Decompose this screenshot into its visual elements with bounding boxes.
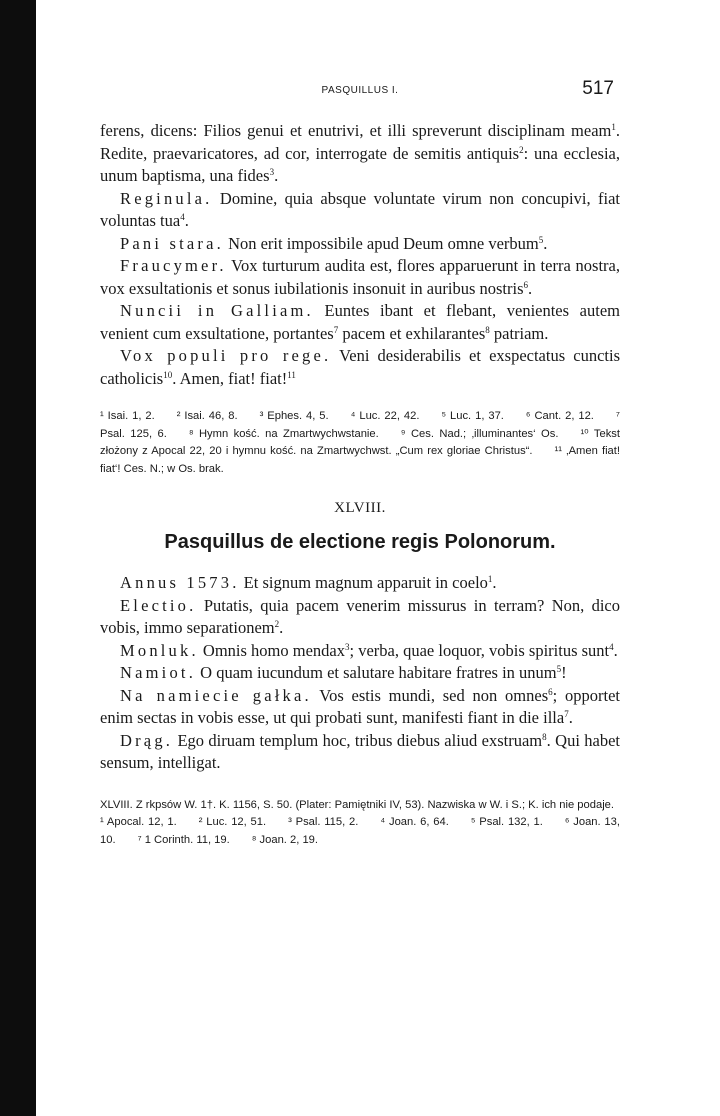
footnote-ref: 1 <box>487 574 493 584</box>
footnote-ref: 8 <box>485 324 490 335</box>
text-span: ferens, dicens: Filios genui et enutrivi, et illi spreverunt disciplinam meam <box>100 121 612 140</box>
footnote: ⁷ 1 Corinth. 11, 19. <box>137 833 230 846</box>
verse-fraucymer <box>100 255 620 300</box>
verse-monluk <box>100 640 620 663</box>
footnote: ⁵ Psal. 132, 1. <box>470 816 543 828</box>
footnote-ref: 10 <box>163 369 173 380</box>
text-span: Vox turturum audita est, flores apparuerunt in terra nostra, vox exsultationis et sonus iubilationis insonuit in auribus nostris <box>100 256 620 298</box>
footnote: ² Isai. 46, 8. <box>176 410 238 422</box>
text-span: . <box>279 618 284 637</box>
speaker-name: Drąg. <box>120 730 174 750</box>
text-span: . Qui habet sensum, intelligat. <box>100 730 621 772</box>
verse-reginula <box>100 188 620 233</box>
footnote-ref: 6 <box>548 686 553 697</box>
speaker-name: Fraucymer. <box>120 256 227 275</box>
text-span: Et signum magnum apparuit in coelo <box>239 573 488 592</box>
text-span: . <box>184 211 189 230</box>
verse-pani-stara <box>100 233 620 256</box>
footnote: ³ Ephes. 4, 5. <box>259 410 329 422</box>
footnote-ref: 4 <box>180 212 185 222</box>
source-note: XLVIII. Z rkpsów W. 1†. K. 1156, S. 50. (Plater: Pamiętniki IV, 53). Nazwiska w W. i S.; K. ich nie podaje. <box>100 798 615 811</box>
verse-annus <box>100 572 620 595</box>
speaker-name: Annus 1573. <box>120 573 240 592</box>
footnote: ⁸ Joan. 2, 19. <box>251 833 319 846</box>
footnote-ref: 4 <box>609 641 614 652</box>
speaker-name: Na namiecie gałka. <box>120 685 312 705</box>
footnote-ref: 5 <box>538 234 544 245</box>
footnote-ref: 2 <box>519 144 524 155</box>
footnote: ⁷ Psal. 125, 6. <box>100 410 620 440</box>
main-text <box>100 120 620 849</box>
text-span: ; verba, quae loquor, vobis spiritus sunt <box>349 640 610 660</box>
footnote: ² Luc. 12, 51. <box>198 816 267 828</box>
footnote: ⁹ Ces. Nad.; ‚illuminantes‘ Os. <box>400 427 559 440</box>
text-span: Putatis, quia pacem venerim missurus in terram? Non, dico vobis, immo separationem <box>100 595 620 637</box>
speaker-name: Pani stara. <box>120 233 224 253</box>
footnote-ref: 11 <box>287 369 296 380</box>
section-number: XLVIII. <box>334 500 386 516</box>
verse-namiot <box>100 662 620 685</box>
footnote-ref: 6 <box>523 279 528 290</box>
running-head: PASQUILLUS I. <box>321 85 399 96</box>
binding-edge <box>0 0 36 1116</box>
verse-electio <box>100 595 620 640</box>
footnote-paragraph <box>100 408 620 478</box>
text-span: Ego diruam templum hoc, tribus diebus aliud exstruam <box>173 730 543 750</box>
text-span: Vos estis mundi, sed non omnes <box>311 685 549 705</box>
text-span: . <box>492 573 497 592</box>
speaker-name: Monluk. <box>120 640 199 660</box>
text-span: pacem et exhilarantes <box>338 323 486 343</box>
text-span: Non erit impossibile apud Deum omne verbum <box>223 233 539 253</box>
text-span: ! <box>561 663 567 682</box>
footnote-paragraph <box>100 814 620 849</box>
footnote: ¹⁰ Tekst złożony z Apocal 22, 20 i hymnu kość. na Zmartwychwst. „Cum rex gloriae Christus“. <box>100 427 620 457</box>
footnote-ref: 3 <box>344 641 350 652</box>
text-span: . <box>613 640 618 660</box>
footnote-ref: 7 <box>333 324 339 335</box>
footnote: ⁶ Joan. 13, 10. <box>100 816 620 846</box>
text-span: . <box>543 233 548 253</box>
text-span: Veni desiderabilis et exspectatus cunctis catholicis <box>100 346 620 388</box>
footnote-ref: 7 <box>564 709 569 719</box>
speaker-name: Reginula. <box>120 188 213 208</box>
text-span: Domine, quia absque voluntate virum non concupivi, fiat voluntas tua <box>100 188 620 230</box>
text-span: . Amen, fiat! fiat! <box>172 368 288 388</box>
footnote: ¹ Apocal. 12, 1. <box>100 816 177 828</box>
text-span: Euntes ibant et flebant, venientes autem venient cum exsultatione, portantes <box>100 301 620 343</box>
page-header <box>100 78 620 102</box>
text-span: . <box>568 708 573 727</box>
footnote-ref: 2 <box>274 619 280 629</box>
text-span: . Redite, praevaricatores, ad cor, interrogate de semitis antiquis <box>100 121 620 163</box>
speaker-name: Vox populi pro rege. <box>120 346 332 365</box>
footnote: ⁴ Joan. 6, 64. <box>380 816 449 828</box>
text-span: : una ecclesia, unum baptisma, una fides <box>100 143 620 185</box>
footnotes-part2 <box>100 797 620 850</box>
footnote: ⁵ Luc. 1, 37. <box>441 410 504 422</box>
section-title: Pasquillus de electione regis Polonorum. <box>164 531 556 553</box>
footnote: ¹ Isai. 1, 2. <box>100 410 155 422</box>
footnote-ref: 3 <box>269 167 275 177</box>
footnotes-part1 <box>100 408 620 478</box>
footnote: ⁶ Cant. 2, 12. <box>525 410 594 422</box>
text-span: . <box>274 166 279 185</box>
footnote-ref: 8 <box>542 731 547 742</box>
footnote: ¹¹ ‚Amen fiat! fiat‘! Ces. N.; w Os. brak. <box>100 445 620 475</box>
text-span: Omnis homo mendax <box>198 640 345 660</box>
verse-vox-populi <box>100 345 620 390</box>
intro-paragraph <box>100 120 620 188</box>
footnote: ⁴ Luc. 22, 42. <box>350 410 420 422</box>
text-span: patriam. <box>489 323 549 343</box>
speaker-name: Electio. <box>120 595 197 615</box>
verse-galka <box>100 685 620 730</box>
verse-drag <box>100 730 620 775</box>
text-span: ; opportet enim sectas in vobis esse, ut qui probati sunt, manifesti fiant in die illa <box>100 685 620 727</box>
verse-nuncii <box>100 300 620 345</box>
footnote: ³ Psal. 115, 2. <box>288 816 359 828</box>
speaker-name: Namiot. <box>120 663 197 682</box>
text-span: . <box>528 278 533 298</box>
footnote: ⁸ Hymn kość. na Zmartwychwstanie. <box>188 427 379 440</box>
footnote-ref: 1 <box>611 122 616 132</box>
text-span: O quam iucundum et salutare habitare fratres in unum <box>196 663 557 682</box>
speaker-name: Nuncii in Galliam. <box>120 301 314 320</box>
footnote-ref: 5 <box>556 664 562 674</box>
page-number: 517 <box>582 78 614 99</box>
